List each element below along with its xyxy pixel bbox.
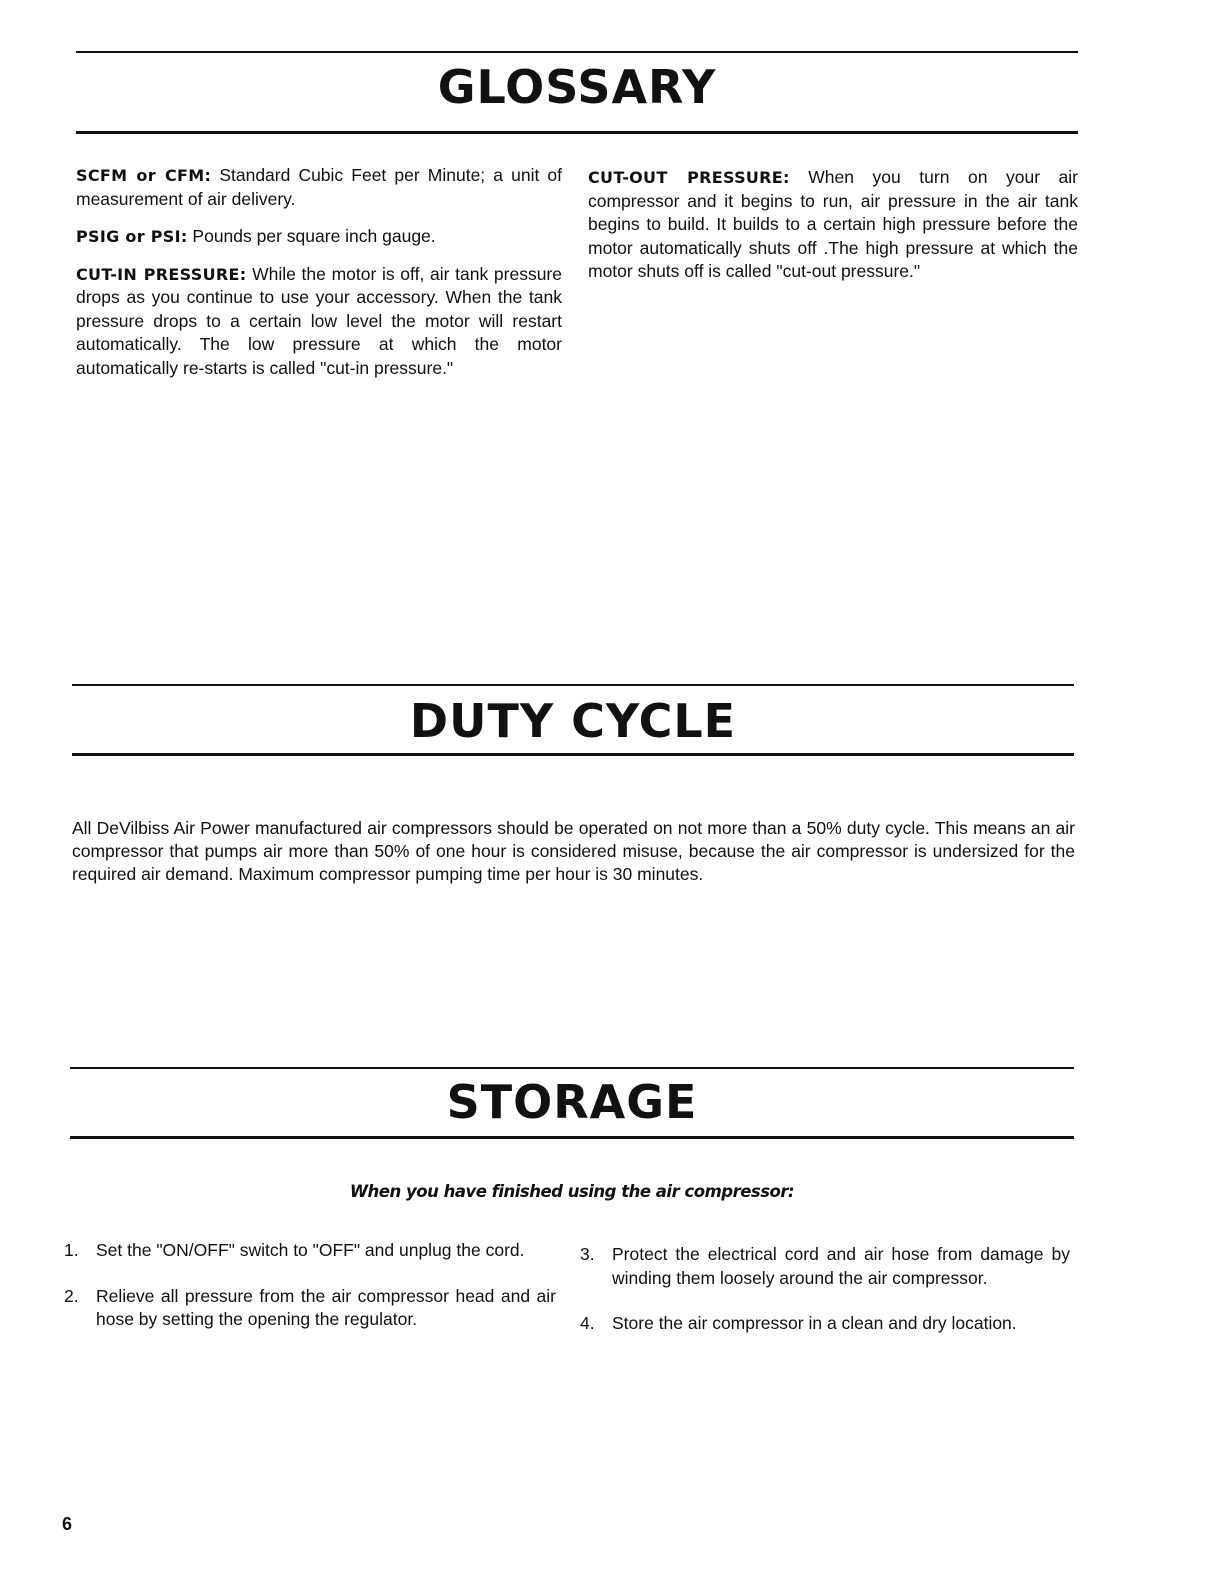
glossary-left-column [76, 164, 562, 394]
storage-bottom-rule [70, 1136, 1074, 1139]
glossary-term: PSIG or PSI: [76, 227, 188, 246]
glossary-entry-cut-in [76, 263, 562, 381]
list-item-number: 3. [580, 1244, 595, 1264]
list-item [64, 1285, 556, 1332]
list-item-number: 2. [64, 1285, 79, 1306]
glossary-top-rule [76, 51, 1078, 53]
storage-left-list [64, 1239, 556, 1354]
glossary-definition: While the motor is off, air tank pressure drops as you continue to use your accessory. When the tank pressure drops to a certain low level the motor will restart automatically. The low pressure at which the motor automatically re-starts is called "cut-in pressure." [76, 263, 562, 378]
list-item-text: Store the air compressor in a clean and dry location. [612, 1313, 1017, 1333]
list-item-text: Relieve all pressure from the air compressor head and air hose by setting the opening the regulator. [96, 1285, 556, 1329]
glossary-definition: When you turn on your air compressor and it begins to run, air pressure in the air tank begins to build. It builds to a certain high pressure before the motor automatically shuts off .The high pressure at which the motor shuts off is called "cut-out pressure." [588, 167, 1079, 281]
glossary-term: SCFM or CFM: [76, 166, 212, 185]
glossary-definition: Standard Cubic Feet per Minute; a unit of measurement of air delivery. [76, 165, 563, 209]
glossary-term: CUT-IN PRESSURE: [76, 264, 247, 284]
glossary-title: GLOSSARY [437, 60, 717, 114]
glossary-term: CUT-OUT PRESSURE: [588, 168, 790, 187]
list-item [580, 1312, 1070, 1336]
list-item-text: Protect the electrical cord and air hose from damage by winding them loosely around the air compressor. [612, 1244, 1070, 1288]
storage-right-list [580, 1243, 1070, 1358]
glossary-entry-psig [76, 225, 562, 249]
storage-top-rule [70, 1067, 1074, 1069]
list-item [580, 1243, 1070, 1290]
duty-cycle-title: DUTY CYCLE [409, 694, 737, 748]
page-number: 6 [62, 1514, 73, 1534]
glossary-entry-cut-out [588, 166, 1078, 284]
list-item-number: 1. [64, 1240, 79, 1260]
glossary-right-column [588, 166, 1078, 298]
duty-cycle-text: All DeVilbiss Air Power manufactured air compressors should be operated on not more than a 50% duty cycle. This means an air compressor that pumps air more than 50% of one hour is considered misuse, because the air compressor is undersized for the required air demand. Maximum compressor pumping time per hour is 30 minutes. [72, 818, 1075, 884]
duty-cycle-top-rule [72, 684, 1074, 686]
list-item-text: Set the "ON/OFF" switch to "OFF" and unplug the cord. [96, 1240, 525, 1260]
duty-cycle-bottom-rule [72, 753, 1074, 756]
storage-subtitle: When you have finished using the air compressor: [349, 1182, 795, 1201]
glossary-bottom-rule [76, 131, 1078, 134]
storage-title: STORAGE [446, 1075, 698, 1129]
glossary-definition: Pounds per square inch gauge. [187, 226, 436, 246]
glossary-entry-scfm [76, 164, 562, 211]
list-item-number: 4. [580, 1313, 595, 1333]
list-item [64, 1239, 556, 1263]
